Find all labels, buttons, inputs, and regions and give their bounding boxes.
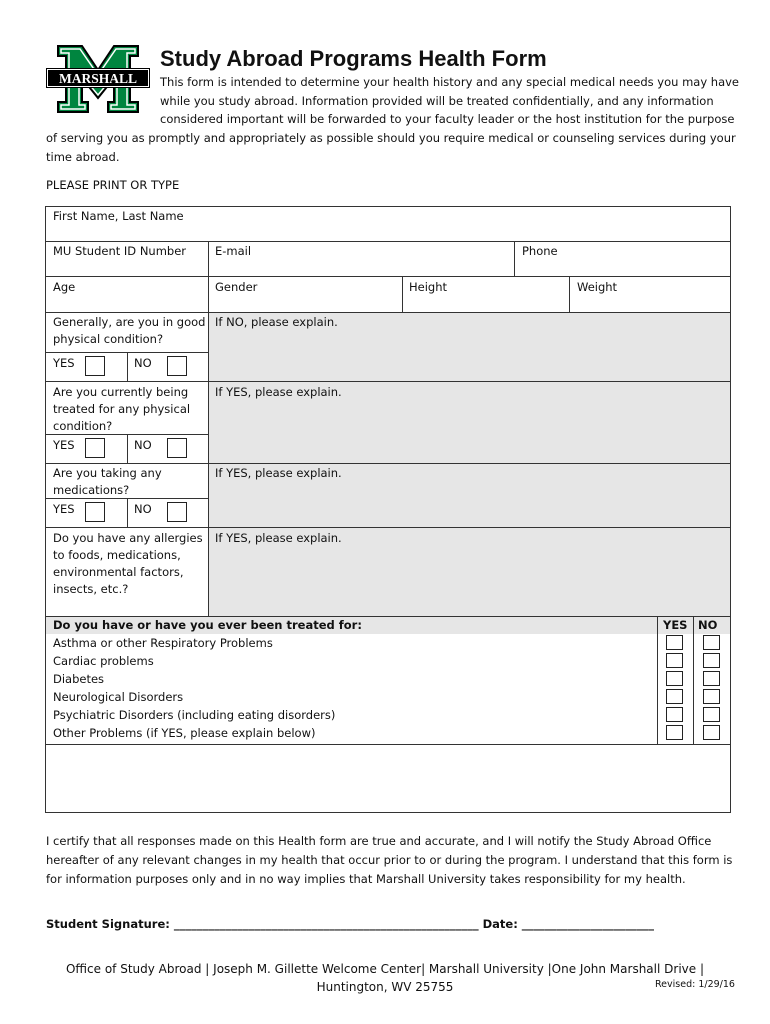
condition-no-checkbox[interactable] [703, 653, 720, 668]
question-medications: medications? [53, 483, 130, 497]
condition-no-checkbox[interactable] [703, 725, 720, 740]
certification-line: hereafter of any relevant changes in my health that occur prior to or during the program. I understand that this form is [46, 853, 733, 867]
marshall-logo [46, 44, 150, 114]
no-checkbox[interactable] [167, 356, 187, 376]
name-field-label: First Name, Last Name [53, 209, 184, 223]
footer-address: Office of Study Abroad | Joseph M. Gillette Welcome Center| Marshall University |One John Marshall Drive | [65, 962, 704, 976]
no-label: NO [134, 356, 152, 370]
question-allergies: insects, etc.? [53, 582, 129, 596]
no-checkbox[interactable] [167, 502, 187, 522]
condition-item: Asthma or other Respiratory Problems [53, 636, 273, 650]
condition-yes-checkbox[interactable] [666, 653, 683, 668]
condition-item: Psychiatric Disorders (including eating disorders) [53, 708, 336, 722]
yes-label: YES [53, 438, 75, 452]
email-field-label: E-mail [215, 244, 252, 258]
condition-item: Other Problems (if YES, please explain below) [53, 726, 316, 740]
question-treated: Are you currently being [53, 385, 189, 399]
logo-wordmark: MARSHALL [58, 71, 138, 86]
age-field-label: Age [53, 280, 76, 294]
other-problems-explain-area[interactable] [46, 745, 730, 812]
question-treated: condition? [53, 419, 113, 433]
condition-no-checkbox[interactable] [703, 635, 720, 650]
condition-yes-checkbox[interactable] [666, 671, 683, 686]
question-allergies: to foods, medications, [53, 548, 181, 562]
conditions-no-header: NO [698, 618, 718, 632]
conditions-yes-header: YES [663, 618, 688, 632]
page-title: Study Abroad Programs Health Form [160, 46, 547, 71]
yes-checkbox[interactable] [85, 502, 105, 522]
conditions-header: Do you have or have you ever been treated for: [53, 618, 362, 632]
no-label: NO [134, 502, 152, 516]
certification-line: I certify that all responses made on this Health form are true and accurate, and I will notify the Study Abroad Office [46, 834, 712, 848]
gender-field-label: Gender [215, 280, 258, 294]
condition-yes-checkbox[interactable] [666, 707, 683, 722]
yes-label: YES [53, 356, 75, 370]
condition-no-checkbox[interactable] [703, 707, 720, 722]
question-physical-condition: Generally, are you in good [53, 315, 206, 329]
condition-item: Neurological Disorders [53, 690, 184, 704]
explain-label: If YES, please explain. [215, 531, 342, 545]
no-checkbox[interactable] [167, 438, 187, 458]
weight-field-label: Weight [577, 280, 618, 294]
signature-date-line[interactable]: Student Signature: _____________________________________________________ Date: _______________________ [46, 917, 655, 931]
intro-line: of serving you as promptly and appropriately as possible should you require medical or counseling services during your [46, 131, 736, 145]
yes-checkbox[interactable] [85, 356, 105, 376]
condition-item: Diabetes [53, 672, 105, 686]
certification-line: for information purposes only and in no way implies that Marshall University takes responsibility for my health. [46, 872, 686, 886]
explain-label: If YES, please explain. [215, 385, 342, 399]
yes-checkbox[interactable] [85, 438, 105, 458]
certification-text [46, 832, 732, 889]
question-treated: treated for any physical [53, 402, 191, 416]
question-medications: Are you taking any [53, 466, 162, 480]
yes-label: YES [53, 502, 75, 516]
revised-date: Revised: 1/29/16 [655, 979, 735, 990]
intro-line: considered important will be forwarded to your faculty leader or the host institution for the purpose [160, 112, 735, 126]
intro-line: time abroad. [46, 150, 120, 164]
explain-label: If YES, please explain. [215, 466, 342, 480]
explain-label: If NO, please explain. [215, 315, 338, 329]
condition-yes-checkbox[interactable] [666, 635, 683, 650]
intro-line: while you study abroad. Information provided will be treated confidentially, and any information [160, 94, 714, 108]
condition-yes-checkbox[interactable] [666, 725, 683, 740]
condition-no-checkbox[interactable] [703, 671, 720, 686]
condition-no-checkbox[interactable] [703, 689, 720, 704]
phone-field-label: Phone [522, 244, 558, 258]
condition-item: Cardiac problems [53, 654, 154, 668]
question-allergies: environmental factors, [53, 565, 184, 579]
question-allergies: Do you have any allergies [53, 531, 203, 545]
no-label: NO [134, 438, 152, 452]
student-id-field-label: MU Student ID Number [53, 244, 187, 258]
question-physical-condition: physical condition? [53, 332, 164, 346]
height-field-label: Height [409, 280, 448, 294]
condition-yes-checkbox[interactable] [666, 689, 683, 704]
footer-city: Huntington, WV 25755 [316, 980, 454, 994]
intro-line: This form is intended to determine your health history and any special medical needs you may have [160, 75, 739, 89]
print-instruction: PLEASE PRINT OR TYPE [46, 178, 180, 192]
